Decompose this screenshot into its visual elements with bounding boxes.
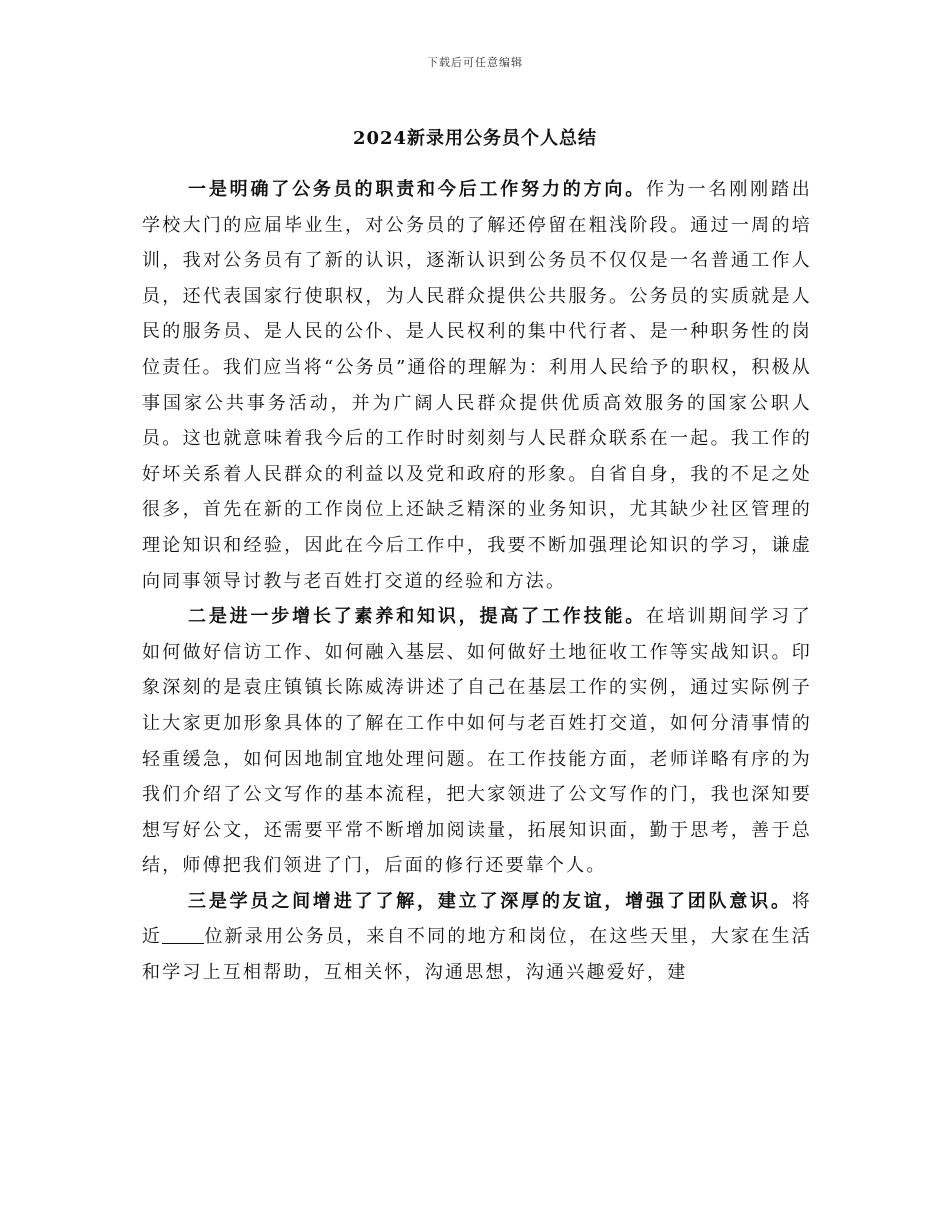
document-body — [142, 172, 812, 991]
paragraph-2-lead: 二是进一步增长了素养和知识，提高了工作技能。 — [188, 606, 647, 628]
paragraph-3 — [142, 884, 812, 991]
paragraph-3-lead: 三是学员之间增进了了解，建立了深厚的友谊，增强了团队意识。 — [188, 890, 792, 912]
header-note: 下载后可任意编辑 — [427, 56, 523, 69]
paragraph-3-text-before-blank: 将近 — [142, 890, 812, 948]
paragraph-1-text: 作为一名刚刚踏出学校大门的应届毕业生，对公务员的了解还停留在粗浅阶段。通过一周的培训，我对公务员有了新的认识，逐渐认识到公务员不仅仅是一名普通工作人员，还代表国家行使职权，为人民群众提供公共服务。公务员的实质就是人民的服务员、是人民的公仆、是人民权利的集中代行者、是一种职务性的岗位责任。我们应当将“公务员”通俗的理解为：利用人民给予的职权，积极从事国家公共事务活动，并为广阔人民群众提供优质高效服务的国家公职人员。这也就意味着我今后的工作时时刻刻与人民群众联系在一起。我工作的好坏关系着人民群众的利益以及党和政府的形象。自省自身，我的不足之处很多，首先在新的工作岗位上还缺乏精深的业务知识，尤其缺少社区管理的理论知识和经验，因此在今后工作中，我要不断加强理论知识的学习，谦虚向同事领导讨教与老百姓打交道的经验和方法。 — [142, 179, 812, 592]
paragraph-3-text: 位新录用公务员，来自不同的地方和岗位，在这些天里，大家在生活和学习上互相帮助，互相关怀，沟通思想，沟通兴趣爱好，建 — [142, 926, 813, 984]
paragraph-2 — [142, 599, 812, 884]
paragraph-1-lead: 一是明确了公务员的职责和今后工作努力的方向。 — [188, 179, 647, 200]
document-title: 2024新录用公务员个人总结 — [352, 128, 598, 149]
paragraph-2-text: 在培训期间学习了如何做好信访工作、如何融入基层、如何做好土地征收工作等实战知识。印象深刻的是袁庄镇镇长陈威涛讲述了自己在基层工作的实例，通过实际例子让大家更加形象具体的了解在工作中如何与老百姓打交道，如何分清事情的轻重缓急，如何因地制宜地处理问题。在工作技能方面，老师详略有序的为我们介绍了公文写作的基本流程，把大家领进了公文写作的门，我也深知要想写好公文，还需要平常不断增加阅读量，拓展知识面，勤于思考，善于总结，师傅把我们领进了门，后面的修行还要靠个人。 — [142, 606, 812, 877]
paragraph-1 — [142, 172, 812, 599]
fill-in-blank — [162, 925, 204, 944]
